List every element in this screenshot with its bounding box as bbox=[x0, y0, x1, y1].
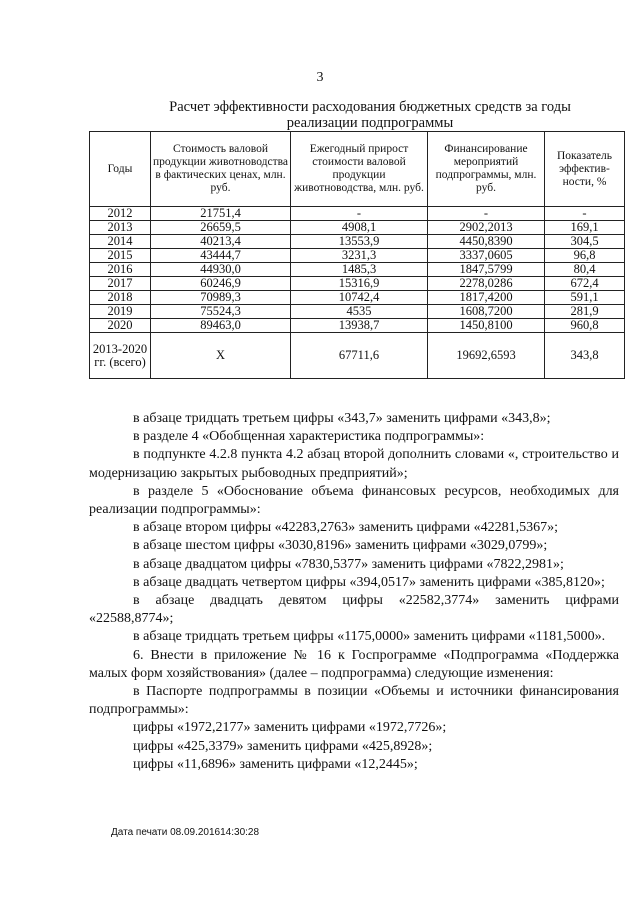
cell-efficiency: 304,5 bbox=[545, 235, 625, 249]
paragraph: 6. Внести в приложение № 16 к Госпрограмме «Подпрограмма «Поддержка малых форм хозяйствования» (далее – подпрограмма) следующие изменения: bbox=[89, 647, 619, 681]
table-row bbox=[90, 305, 625, 319]
paragraph: в абзаце тридцать третьем цифры «1175,0000» заменить цифрами «1181,5000». bbox=[133, 629, 606, 645]
cell-annual-growth: 4908,1 bbox=[291, 221, 428, 235]
cell-efficiency: - bbox=[545, 207, 625, 221]
cell-annual-growth: 13553,9 bbox=[291, 235, 428, 249]
cell-year: 2018 bbox=[90, 291, 151, 305]
cell-year: 2015 bbox=[90, 249, 151, 263]
cell-financing: 1450,8100 bbox=[428, 319, 545, 333]
table-total-row bbox=[90, 333, 625, 379]
cell-efficiency: 672,4 bbox=[545, 277, 625, 291]
cell-efficiency: 169,1 bbox=[545, 221, 625, 235]
cell-efficiency: 96,8 bbox=[545, 249, 625, 263]
print-date: Дата печати 08.09.201614:30:28 bbox=[111, 827, 260, 838]
table-header-row bbox=[90, 132, 625, 207]
efficiency-table bbox=[89, 131, 625, 379]
cell-total-gross-value: X bbox=[151, 333, 291, 379]
cell-financing: 4450,8390 bbox=[428, 235, 545, 249]
cell-year: 2020 bbox=[90, 319, 151, 333]
table-row bbox=[90, 319, 625, 333]
page-number: 3 bbox=[316, 70, 324, 85]
cell-financing: 2902,2013 bbox=[428, 221, 545, 235]
paragraph: цифры «425,3379» заменить цифрами «425,8928»; bbox=[133, 738, 433, 754]
table-row bbox=[90, 235, 625, 249]
cell-gross-value: 44930,0 bbox=[151, 263, 291, 277]
body-text bbox=[89, 410, 619, 774]
table-row bbox=[90, 221, 625, 235]
cell-efficiency: 960,8 bbox=[545, 319, 625, 333]
cell-year: 2016 bbox=[90, 263, 151, 277]
cell-gross-value: 75524,3 bbox=[151, 305, 291, 319]
cell-gross-value: 40213,4 bbox=[151, 235, 291, 249]
cell-annual-growth: 15316,9 bbox=[291, 277, 428, 291]
paragraph: в абзаце шестом цифры «3030,8196» заменить цифрами «3029,0799»; bbox=[133, 538, 548, 554]
paragraph: в разделе 5 «Обоснование объема финансовых ресурсов, необходимых для реализации подпрограммы»: bbox=[89, 483, 619, 518]
cell-year: 2017 bbox=[90, 277, 151, 291]
paragraph: цифры «1972,2177» заменить цифрами «1972,7726»; bbox=[133, 720, 447, 736]
cell-efficiency: 591,1 bbox=[545, 291, 625, 305]
cell-efficiency: 80,4 bbox=[545, 263, 625, 277]
table-row bbox=[90, 207, 625, 221]
table-row bbox=[90, 277, 625, 291]
cell-financing: 1847,5799 bbox=[428, 263, 545, 277]
header-years: Годы bbox=[90, 132, 151, 207]
paragraph: в абзаце двадцать четвертом цифры «394,0517» заменить цифрами «385,8120»; bbox=[133, 574, 605, 590]
cell-annual-growth: 1485,3 bbox=[291, 263, 428, 277]
cell-gross-value: 43444,7 bbox=[151, 249, 291, 263]
paragraph: в абзаце втором цифры «42283,2763» заменить цифрами «42281,5367»; bbox=[133, 520, 558, 536]
cell-financing: 2278,0286 bbox=[428, 277, 545, 291]
paragraph: в подпункте 4.2.8 пункта 4.2 абзац второй дополнить словами «, строительство и модернизацию закрытых рыбоводных предприятий»; bbox=[89, 447, 619, 481]
paragraph: в абзаце двадцать девятом цифры «22582,3774» заменить цифрами «22588,8774»; bbox=[89, 593, 619, 627]
paragraph: в абзаце тридцать третьем цифры «343,7» заменить цифрами «343,8»; bbox=[133, 411, 551, 426]
cell-annual-growth: 4535 bbox=[291, 305, 428, 319]
cell-annual-growth: 10742,4 bbox=[291, 291, 428, 305]
cell-year: 2019 bbox=[90, 305, 151, 319]
cell-total-efficiency: 343,8 bbox=[545, 333, 625, 379]
cell-total-label: 2013-2020 гг. (всего) bbox=[90, 333, 151, 379]
table-row bbox=[90, 263, 625, 277]
paragraph: в абзаце двадцатом цифры «7830,5377» заменить цифрами «7822,2981»; bbox=[133, 556, 564, 572]
cell-gross-value: 21751,4 bbox=[151, 207, 291, 221]
cell-total-growth: 67711,6 bbox=[291, 333, 428, 379]
table-title: Расчет эффективности расходования бюджетных средств за годы реализации подпрограммы bbox=[169, 99, 571, 131]
cell-financing: 1608,7200 bbox=[428, 305, 545, 319]
cell-total-financing: 19692,6593 bbox=[428, 333, 545, 379]
cell-gross-value: 70989,3 bbox=[151, 291, 291, 305]
cell-gross-value: 60246,9 bbox=[151, 277, 291, 291]
cell-efficiency: 281,9 bbox=[545, 305, 625, 319]
header-annual-growth: Ежегодный прирост стоимости валовой продукции животноводства, млн. руб. bbox=[291, 132, 428, 207]
cell-year: 2013 bbox=[90, 221, 151, 235]
paragraph: в Паспорте подпрограммы в позиции «Объемы и источники финансирования подпрограммы»: bbox=[89, 684, 619, 718]
table-row bbox=[90, 249, 625, 263]
paragraph: в разделе 4 «Обобщенная характеристика подпрограммы»: bbox=[133, 429, 485, 445]
paragraph: цифры «11,6896» заменить цифрами «12,2445»; bbox=[133, 756, 418, 772]
table-row bbox=[90, 291, 625, 305]
cell-year: 2014 bbox=[90, 235, 151, 249]
cell-financing: 1817,4200 bbox=[428, 291, 545, 305]
cell-financing: 3337,0605 bbox=[428, 249, 545, 263]
header-gross-value: Стоимость валовой продукции животноводства в фактических ценах, млн. руб. bbox=[151, 132, 291, 207]
cell-annual-growth: - bbox=[291, 207, 428, 221]
cell-annual-growth: 3231,3 bbox=[291, 249, 428, 263]
cell-gross-value: 26659,5 bbox=[151, 221, 291, 235]
cell-financing: - bbox=[428, 207, 545, 221]
header-efficiency: Показатель эффектив-ности, % bbox=[545, 132, 625, 207]
cell-year: 2012 bbox=[90, 207, 151, 221]
header-financing: Финансирование мероприятий подпрограммы, млн. руб. bbox=[428, 132, 545, 207]
cell-annual-growth: 13938,7 bbox=[291, 319, 428, 333]
cell-gross-value: 89463,0 bbox=[151, 319, 291, 333]
